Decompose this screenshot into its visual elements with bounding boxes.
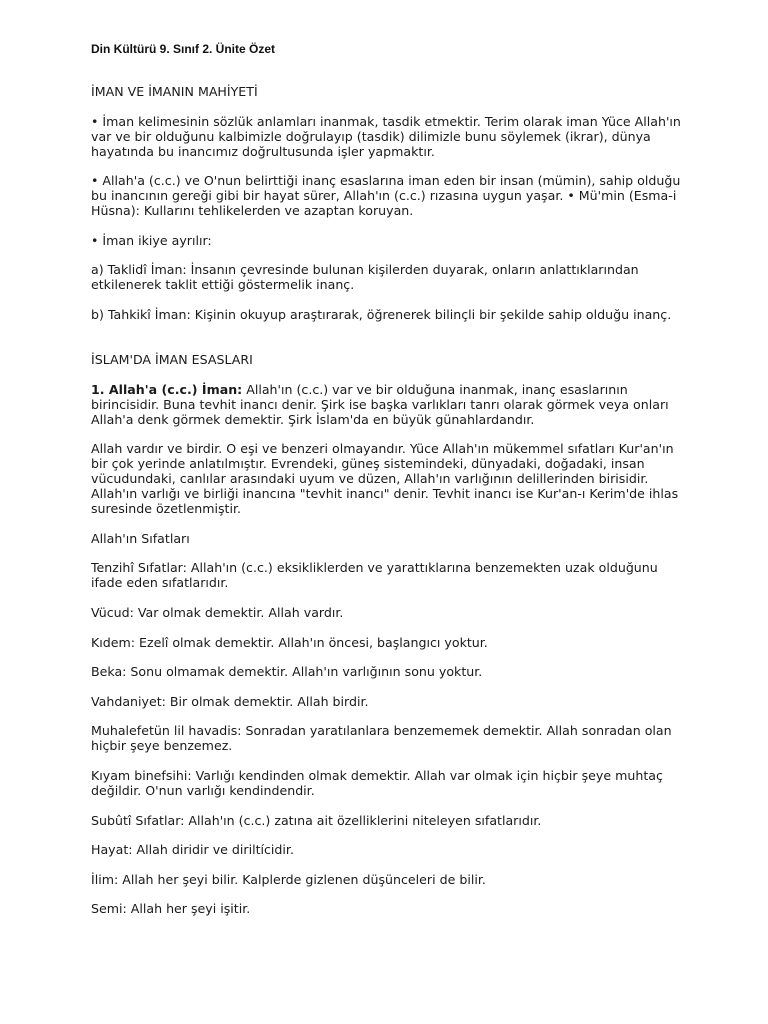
paragraph-subuti-sifatlar: Subûtî Sıfatlar: Allah'ın (c.c.) zatına ait özelliklerini niteleyen sıfatlarıdır.	[91, 812, 542, 828]
paragraph-iman-types: • İman ikiye ayrılır:	[91, 232, 212, 248]
document-header: Din Kültürü 9. Sınıf 2. Ünite Özet	[91, 42, 276, 56]
paragraph-mumin: • Allah'a (c.c.) ve O'nun belirttiği inanç esaslarına iman eden bir insan (mümin), sahip olduğu bu inancının gereği gibi bir hayat sürer, Allah'ın (c.c.) rızasına uygun yaşar. • Mü'min (Esma-i Hüsna): Kullarını tehlikelerden ve azaptan koruyan.	[91, 173, 681, 219]
paragraph-taklidi-iman: a) Taklidî İman: İnsanın çevresinde bulunan kişilerden duyarak, onların anlattıklarından etkilenerek taklit ettiği göstermelik inanç.	[91, 262, 639, 293]
paragraph-allaha-iman	[91, 382, 691, 427]
section-title-iman-mahiyeti: İMAN VE İMANIN MAHİYETİ	[91, 84, 258, 99]
paragraph-vucud: Vücud: Var olmak demektir. Allah vardır.	[91, 604, 344, 620]
paragraph-allah-vardir: Allah vardır ve birdir. O eşi ve benzeri olmayandır. Yüce Allah'ın mükemmel sıfatları Kur'an'ın bir çok yerinde anlatılmıştır. Evrendeki, güneş sistemindeki, dünyadaki, doğadaki, insan vücudundaki, canlılar arasındaki uyum ve düzen, Allah'ın varlığının delillerinden birisidir. Allah'ın varlığı ve birliği inancına "tevhit inancı" denir. Tevhit inancı ise Kur'an-ı Kerim'de ihlas suresinde özetlenmiştir.	[91, 441, 679, 517]
paragraph-ilim: İlim: Allah her şeyi bilir. Kalplerde gizlenen düşünceleri de bilir.	[91, 871, 486, 887]
paragraph-hayat: Hayat: Allah diridir ve diriltícidir.	[91, 842, 294, 858]
section-title-iman-esaslari: İSLAM'DA İMAN ESASLARI	[91, 351, 253, 367]
paragraph-muhalefetun: Muhalefetün lil havadis: Sonradan yaratılanlara benzememek demektir. Allah sonradan olan hiçbir şeye benzemez.	[91, 723, 672, 754]
allaha-iman-text: Allah'ın (c.c.) var ve bir olduğuna inanmak, inanç esaslarının birincisidir. Buna tevhit inancı denir. Şirk ise başka varlıkları tanrı olarak görmek veya onları Allah'a denk görmek demektir. Şirk İslam'da en büyük günahlardandır.	[91, 381, 669, 427]
paragraph-beka: Beka: Sonu olmamak demektir. Allah'ın varlığının sonu yoktur.	[91, 664, 483, 680]
document-body	[91, 84, 691, 931]
paragraph-sifatlar-title: Allah'ın Sıfatları	[91, 530, 190, 546]
paragraph-tenzihi-sifatlar: Tenzihî Sıfatlar: Allah'ın (c.c.) eksikliklerden ve yarattıklarına benzemekten uzak olduğunu ifade eden sıfatlarıdır.	[91, 560, 658, 591]
paragraph-kiyam-binefsihi: Kıyam binefsihi: Varlığı kendinden olmak demektir. Allah var olmak için hiçbir şeye muhtaç değildir. O'nun varlığı kendindendir.	[91, 767, 663, 798]
paragraph-vahdaniyet: Vahdaniyet: Bir olmak demektir. Allah birdir.	[91, 693, 369, 709]
allaha-iman-heading: 1. Allah'a (c.c.) İman:	[91, 381, 243, 397]
paragraph-semi: Semi: Allah her şeyi işitir.	[91, 901, 251, 917]
paragraph-kidem: Kıdem: Ezelî olmak demektir. Allah'ın öncesi, başlangıcı yoktur.	[91, 634, 488, 650]
paragraph-tahkiki-iman: b) Tahkikî İman: Kişinin okuyup araştırarak, öğrenerek bilinçli bir şekilde sahip olduğu inanç.	[91, 306, 672, 322]
paragraph-iman-definition: • İman kelimesinin sözlük anlamları inanmak, tasdik etmektir. Terim olarak iman Yüce Allah'ın var ve bir olduğunu kalbimizle doğrulayıp (tasdik) dilimizle bunu söylemek (ikrar), dünya hayatında bu inancımız doğrultusunda işler yapmaktır.	[91, 113, 681, 159]
